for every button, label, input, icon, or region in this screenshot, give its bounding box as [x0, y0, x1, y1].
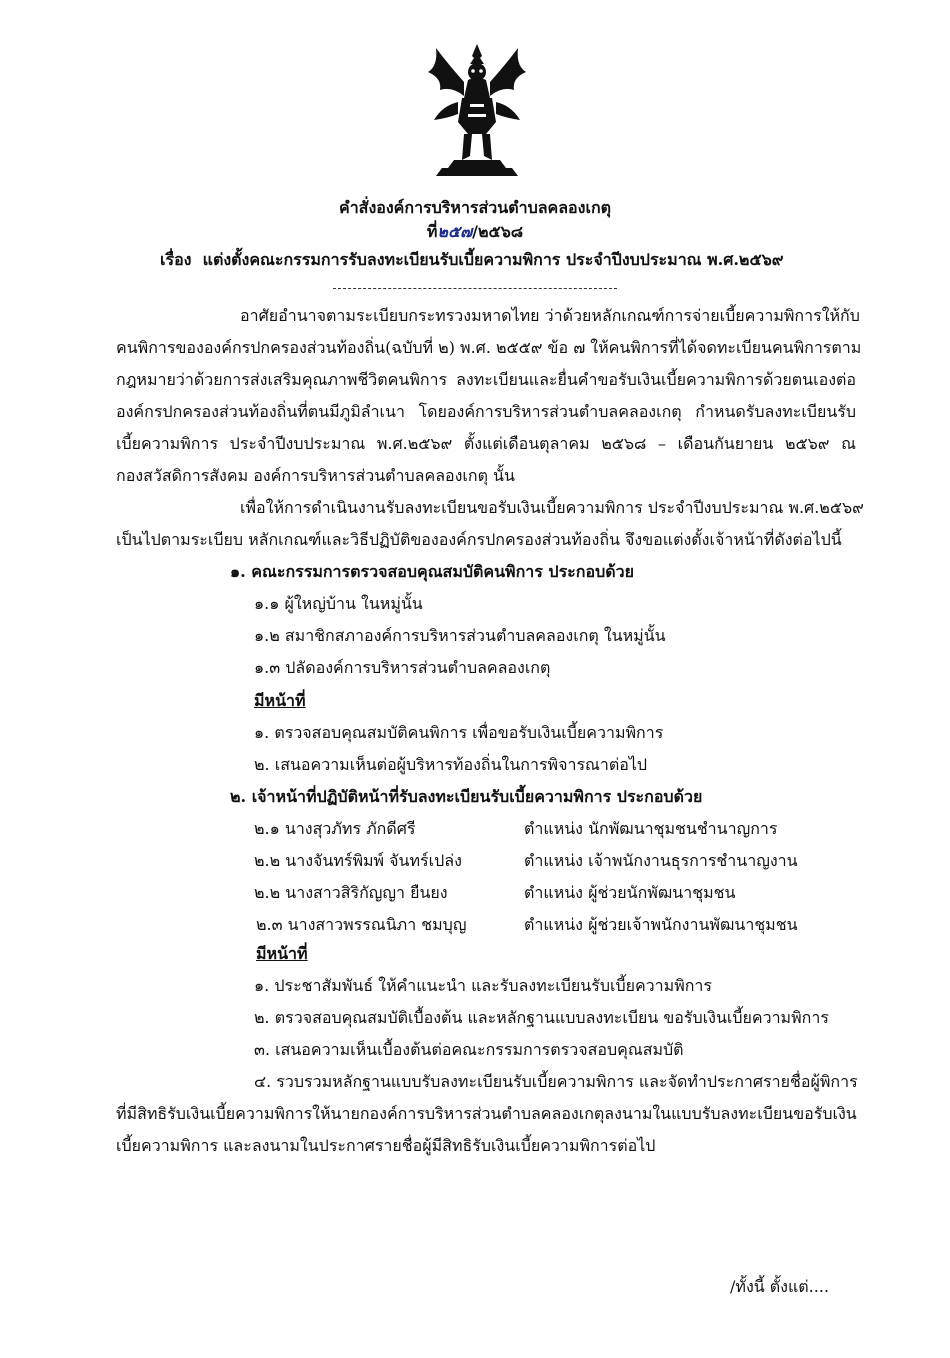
section2-heading: ๒. เจ้าหน้าที่ปฏิบัติหน้าที่รับลงทะเบียนรับเบี้ยความพิการ ประกอบด้วย — [230, 787, 703, 806]
preamble-line: อาศัยอำนาจตามระเบียบกระทรวงมหาดไทย ว่าด้วยหลักเกณฑ์การจ่ายเบี้ยความพิการให้กับ — [240, 306, 860, 325]
purpose-line: เป็นไปตามระเบียบ หลักเกณฑ์และวิธีปฏิบัติขององค์กรปกครองส่วนท้องถิ่น จึงขอแต่งตั้งเจ้าหน้าที่ดังต่อไปนี้ — [116, 530, 842, 549]
section2-duties-label: มีหน้าที่ — [256, 944, 308, 963]
header-divider — [333, 288, 617, 289]
purpose-line: เพื่อให้การดำเนินงานรับลงทะเบียนขอรับเงินเบี้ยความพิการ ประจำปีงบประมาณ พ.ศ.๒๕๖๙ — [240, 498, 864, 517]
staff-name: ๒.๒ นางสาวสิริกัญญา ยืนยง — [254, 883, 448, 902]
section2-duty: ๓. เสนอความเห็นเบื้องต้นต่อคณะกรรมการตรวจสอบคุณสมบัติ — [254, 1040, 684, 1059]
subject-label: เรื่อง — [160, 250, 192, 269]
subject-text: แต่งตั้งคณะกรรมการรับลงทะเบียนรับเบี้ยความพิการ ประจำปีงบประมาณ พ.ศ.๒๕๖๙ — [202, 250, 784, 269]
order-number-prefix: ที่ — [426, 222, 438, 241]
section2-duty: ๑. ประชาสัมพันธ์ ให้คำแนะนำ และรับลงทะเบียนรับเบี้ยความพิการ — [254, 976, 712, 995]
section1-member: ๑.๑ ผู้ใหญ่บ้าน ในหมู่นั้น — [254, 594, 423, 613]
section1-member: ๑.๓ ปลัดองค์การบริหารส่วนตำบลคลองเกตุ — [254, 658, 551, 677]
staff-position: ตำแหน่ง ผู้ช่วยเจ้าพนักงานพัฒนาชุมชน — [524, 915, 798, 934]
staff-name: ๒.๒ นางจันทร์พิมพ์ จันทร์เปล่ง — [254, 851, 462, 870]
section1-heading: ๑. คณะกรรมการตรวจสอบคุณสมบัติคนพิการ ประกอบด้วย — [230, 562, 634, 581]
section1-member: ๑.๒ สมาชิกสภาองค์การบริหารส่วนตำบลคลองเกตุ ในหมู่นั้น — [254, 626, 666, 645]
subject-line — [160, 249, 783, 271]
order-title: คำสั่งองค์การบริหารส่วนตำบลคลองเกตุ — [338, 198, 612, 217]
staff-name: ๒.๓ นางสาวพรรณนิภา ชมบุญ — [256, 915, 467, 934]
preamble-line: องค์กรปกครองส่วนท้องถิ่นที่ตนมีภูมิลำเนา โดยองค์การบริหารส่วนตำบลคลองเกตุ กำหนดรับลงทะเบียนรับ — [116, 402, 856, 421]
preamble-line: เบี้ยความพิการ ประจำปีงบประมาณ พ.ศ.๒๕๖๙ ตั้งแต่เดือนตุลาคม ๒๕๖๘ – เดือนกันยายน ๒๕๖๙ ณ — [116, 434, 856, 453]
order-number-suffix: /๒๕๖๘ — [472, 222, 524, 241]
staff-position: ตำแหน่ง ผู้ช่วยนักพัฒนาชุมชน — [524, 883, 736, 902]
section2-duty4-line: เบี้ยความพิการ และลงนามในประกาศรายชื่อผู้มีสิทธิรับเงินเบี้ยความพิการต่อไป — [116, 1136, 656, 1155]
continuation-marker: /ทั้งนี้ ตั้งแต่.... — [730, 1277, 830, 1296]
staff-position: ตำแหน่ง นักพัฒนาชุมชนชำนาญการ — [524, 819, 778, 838]
order-number — [0, 221, 950, 243]
section2-duty: ๒. ตรวจสอบคุณสมบัติเบื้องต้น และหลักฐานแบบลงทะเบียน ขอรับเงินเบี้ยความพิการ — [254, 1008, 829, 1027]
section1-duties-label: มีหน้าที่ — [254, 691, 306, 710]
section1-duty: ๒. เสนอความเห็นต่อผู้บริหารท้องถิ่นในการพิจารณาต่อไป — [254, 755, 648, 774]
staff-name: ๒.๑ นางสุวภัทร ภักดีศรี — [254, 819, 416, 838]
garuda-emblem-icon — [418, 42, 536, 178]
section2-duty4-line: ที่มีสิทธิรับเงินเบี้ยความพิการให้นายกองค์การบริหารส่วนตำบลคลองเกตุลงนามในแบบรับลงทะเบียนขอรับเงิน — [116, 1104, 857, 1123]
order-number-handwritten: ๒๕๗ — [437, 222, 473, 241]
section1-duty: ๑. ตรวจสอบคุณสมบัติคนพิการ เพื่อขอรับเงินเบี้ยความพิการ — [254, 723, 664, 742]
preamble-line: กฎหมายว่าด้วยการส่งเสริมคุณภาพชีวิตคนพิการ ลงทะเบียนและยื่นคำขอรับเงินเบี้ยความพิการด้วยตนเองต่อ — [116, 370, 856, 389]
staff-position: ตำแหน่ง เจ้าพนักงานธุรการชำนาญงาน — [524, 851, 798, 870]
preamble-line: กองสวัสดิการสังคม องค์การบริหารส่วนตำบลคลองเกตุ นั้น — [116, 466, 515, 485]
preamble-line: คนพิการขององค์กรปกครองส่วนท้องถิ่น(ฉบับที่ ๒) พ.ศ. ๒๕๕๙ ข้อ ๗ ให้คนพิการที่ได้จดทะเบียนคนพิการตาม — [116, 338, 862, 357]
section2-duty4-line: ๔. รวบรวมหลักฐานแบบรับลงทะเบียนรับเบี้ยความพิการ และจัดทำประกาศรายชื่อผู้พิการ — [254, 1072, 858, 1091]
